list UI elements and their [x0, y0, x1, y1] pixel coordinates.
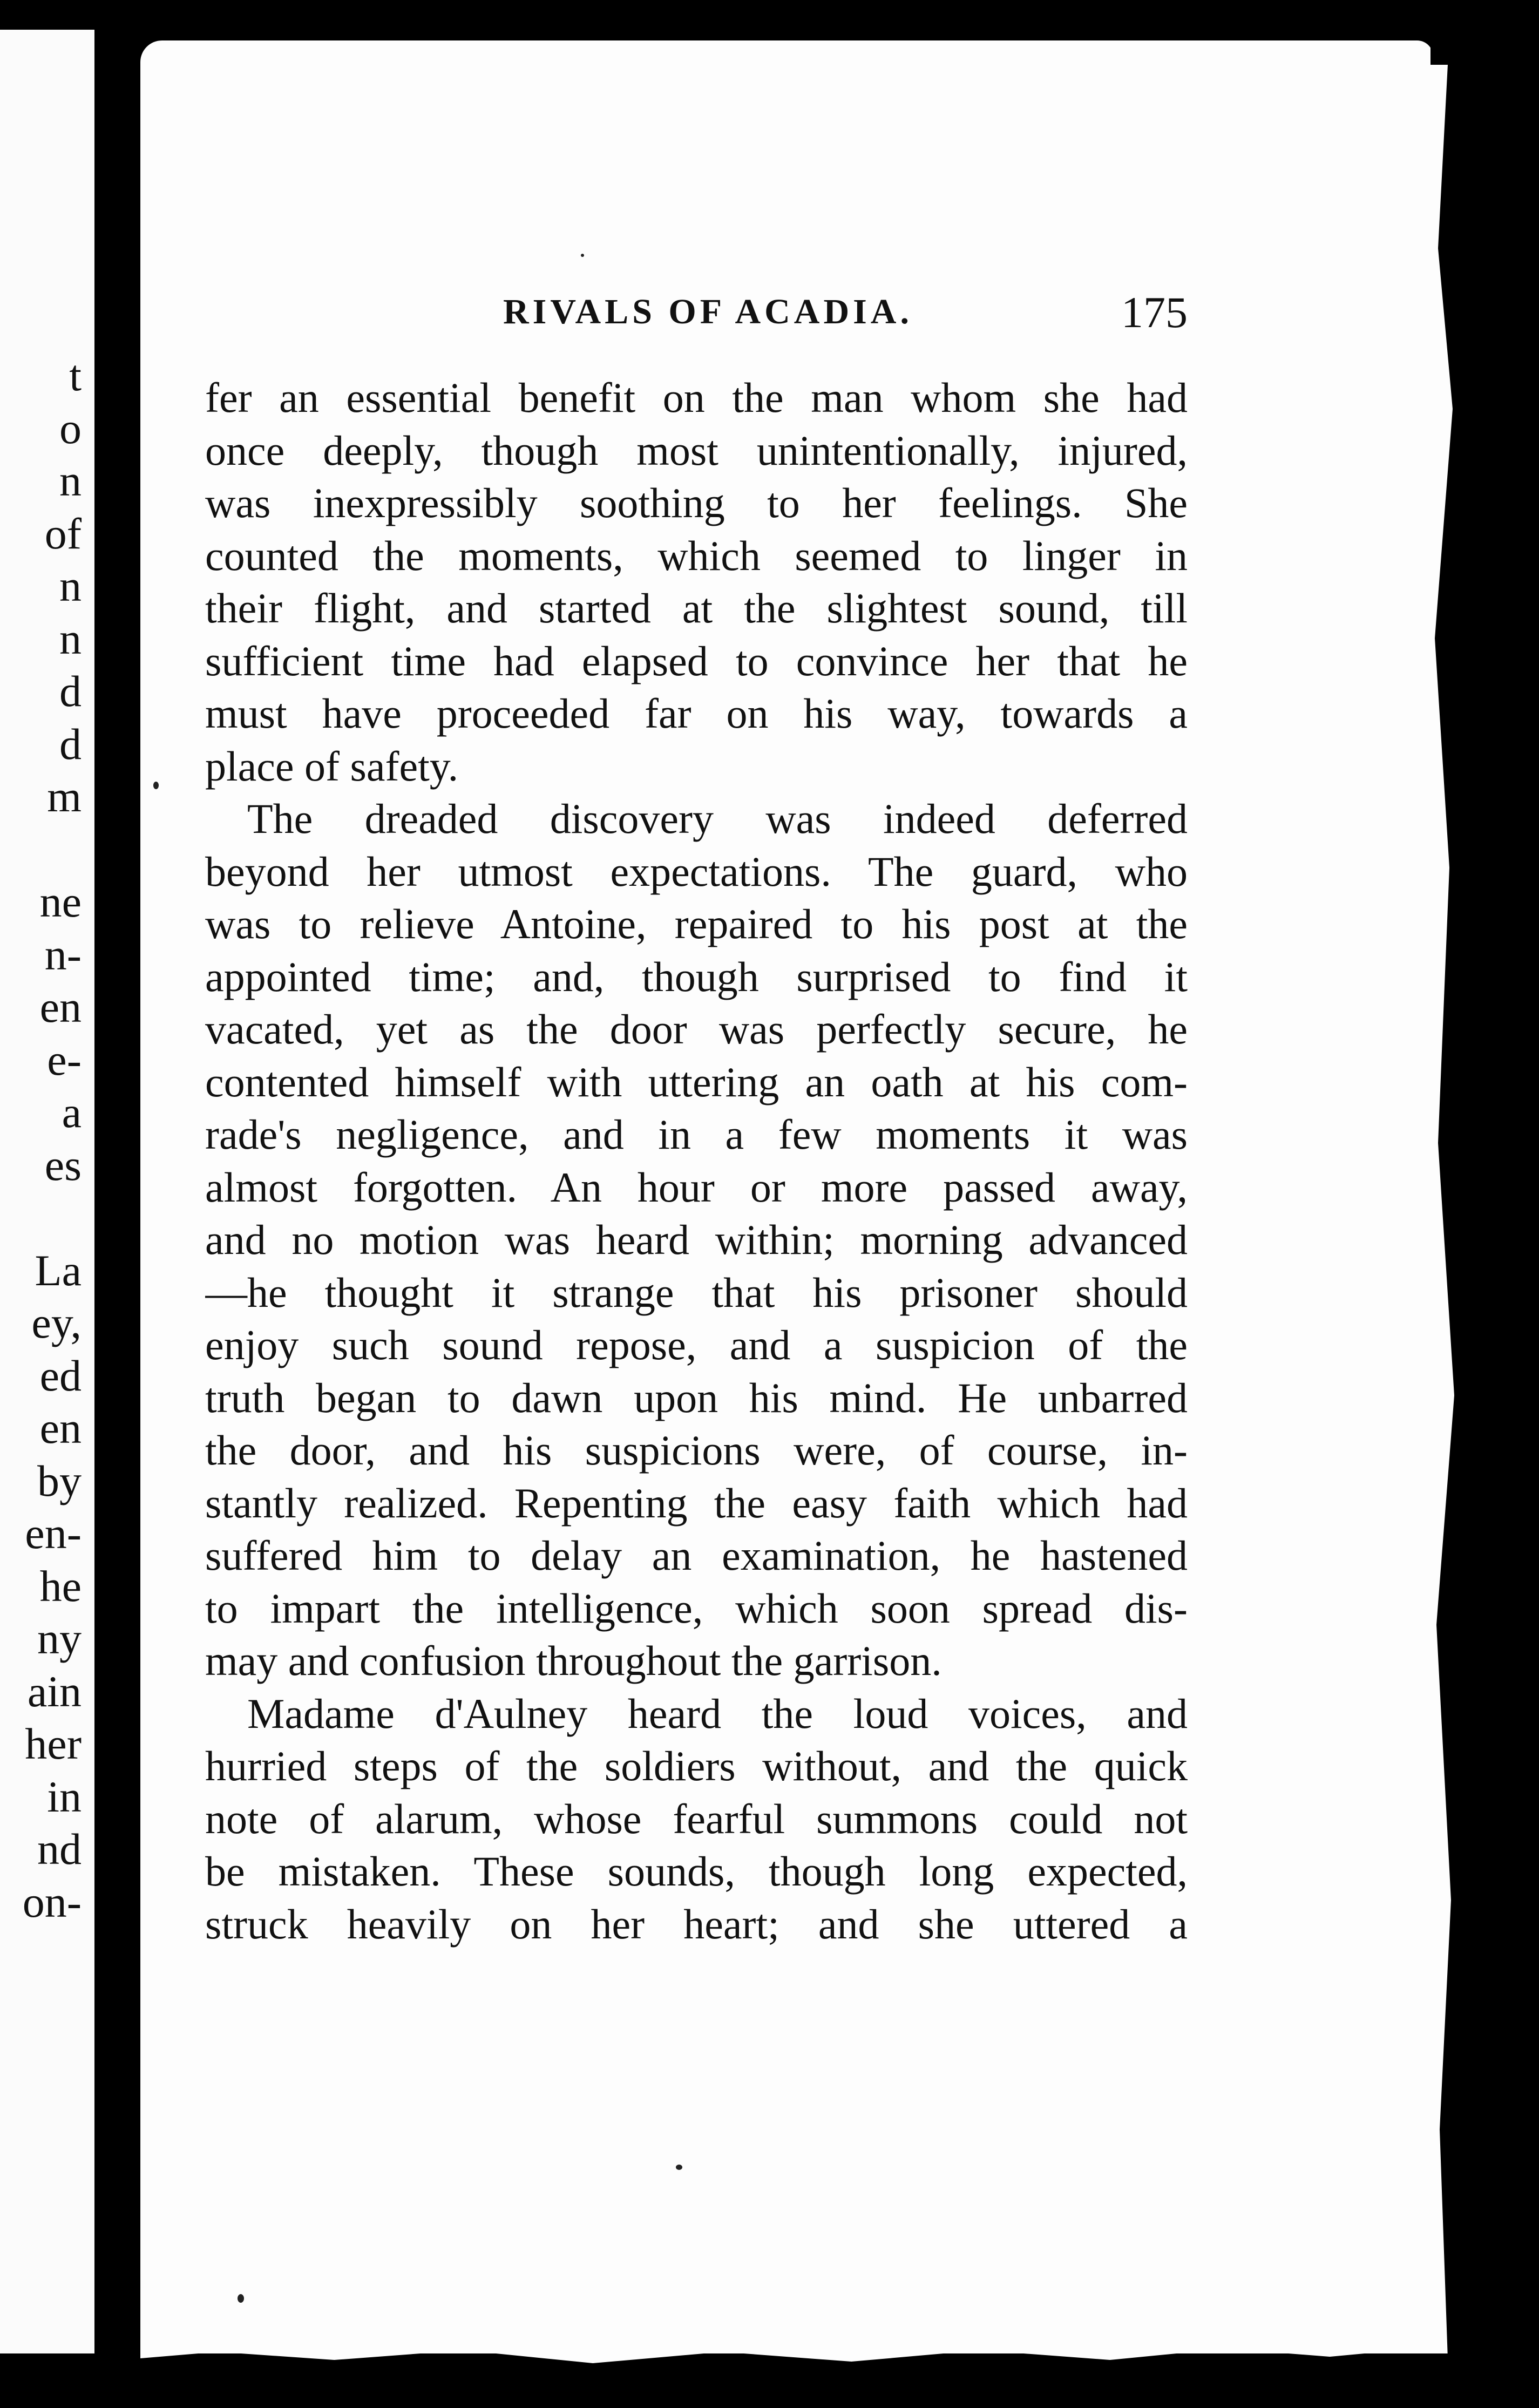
book-gutter [94, 0, 140, 2408]
margin-text-fragment: of [44, 508, 82, 558]
margin-text-fragment: t [69, 351, 82, 400]
text-line: almost forgotten. An hour or more passed away, [205, 1163, 1188, 1211]
margin-text-fragment: m [47, 772, 82, 821]
text-line: truth began to dawn upon his mind. He unbarred [205, 1374, 1188, 1421]
text-line: to impart the intelligence, which soon spread dis- [205, 1584, 1188, 1632]
margin-text-fragment: es [44, 1140, 82, 1190]
text-line: The dreaded discovery was indeed deferred [247, 795, 1188, 842]
margin-text-fragment: ain [27, 1666, 82, 1716]
text-line: —he thought it strange that his prisoner should [205, 1269, 1188, 1316]
margin-text-fragment: ny [37, 1614, 82, 1663]
text-line: place of safety. [205, 742, 459, 790]
text-line: counted the moments, which seemed to linger in [205, 532, 1188, 579]
page-number: 175 [1121, 288, 1188, 337]
margin-text-fragment: en [39, 1403, 82, 1453]
ink-speck [153, 782, 159, 789]
margin-text-fragment: in [47, 1772, 82, 1821]
margin-text-fragment: ne [39, 877, 82, 926]
margin-text-fragment: by [37, 1456, 82, 1505]
margin-text-fragment: nd [37, 1824, 82, 1874]
margin-text-fragment: ey, [31, 1298, 82, 1347]
margin-text-fragment: ed [39, 1351, 82, 1400]
margin-text-fragment: o [59, 403, 82, 453]
text-line: was inexpressibly soothing to her feelings. She [205, 479, 1188, 526]
text-line: rade's negligence, and in a few moments it was [205, 1111, 1188, 1158]
margin-text-fragment: n [59, 456, 82, 505]
text-line: must have proceeded far on his way, towards a [205, 690, 1188, 737]
ink-speck [238, 2294, 244, 2303]
text-line: hurried steps of the soldiers without, and the quick [205, 1742, 1188, 1789]
body-text [205, 371, 1188, 1950]
text-line: enjoy such sound repose, and a suspicion of the [205, 1321, 1188, 1368]
text-line: beyond her utmost expectations. The guard, who [205, 847, 1188, 895]
margin-text-fragment: d [59, 667, 82, 716]
margin-text-fragment: a [62, 1088, 82, 1137]
text-line: appointed time; and, though surprised to find it [205, 953, 1188, 1000]
margin-text-fragment: en- [25, 1509, 82, 1558]
text-line: be mistaken. These sounds, though long expected, [205, 1848, 1188, 1895]
running-title: RIVALS OF ACADIA. [503, 292, 913, 331]
running-header [205, 288, 1188, 340]
text-line: was to relieve Antoine, repaired to his post at the [205, 900, 1188, 947]
margin-text-fragment: he [39, 1561, 82, 1611]
text-line: sufficient time had elapsed to convince her that he [205, 637, 1188, 684]
text-line: fer an essential benefit on the man whom she had [205, 374, 1188, 421]
margin-text-fragment: n- [44, 930, 82, 979]
margin-text-fragment: her [25, 1719, 82, 1768]
text-line: stantly realized. Repenting the easy faith which had [205, 1479, 1188, 1527]
text-line: note of alarum, whose fearful summons could not [205, 1795, 1188, 1842]
margin-text-fragment: d [59, 719, 82, 769]
page-edge-bottom [0, 2353, 1539, 2408]
margin-text-fragment: en [39, 982, 82, 1032]
margin-text-fragment: e- [47, 1035, 82, 1084]
margin-text-fragment: on- [22, 1877, 82, 1927]
margin-text-fragment: La [35, 1245, 82, 1295]
text-line: vacated, yet as the door was perfectly secure, he [205, 1006, 1188, 1053]
text-line: may and confusion throughout the garrison. [205, 1637, 942, 1684]
ink-speck [676, 2165, 682, 2170]
text-line: the door, and his suspicions were, of course, in- [205, 1427, 1188, 1474]
margin-text-fragment: n [59, 561, 82, 611]
text-line: and no motion was heard within; morning advanced [205, 1216, 1188, 1263]
text-line: suffered him to delay an examination, he hastened [205, 1532, 1188, 1579]
text-line: once deeply, though most unintentionally, injured, [205, 426, 1188, 474]
text-line: contented himself with uttering an oath at his com- [205, 1058, 1188, 1105]
text-line: Madame d'Aulney heard the loud voices, and [247, 1690, 1188, 1737]
left-facing-page [0, 30, 94, 2356]
text-line: struck heavily on her heart; and she uttered a [205, 1900, 1188, 1948]
text-line: their flight, and started at the slightest sound, till [205, 585, 1188, 632]
ink-speck [581, 254, 584, 257]
margin-text-fragment: n [59, 614, 82, 663]
